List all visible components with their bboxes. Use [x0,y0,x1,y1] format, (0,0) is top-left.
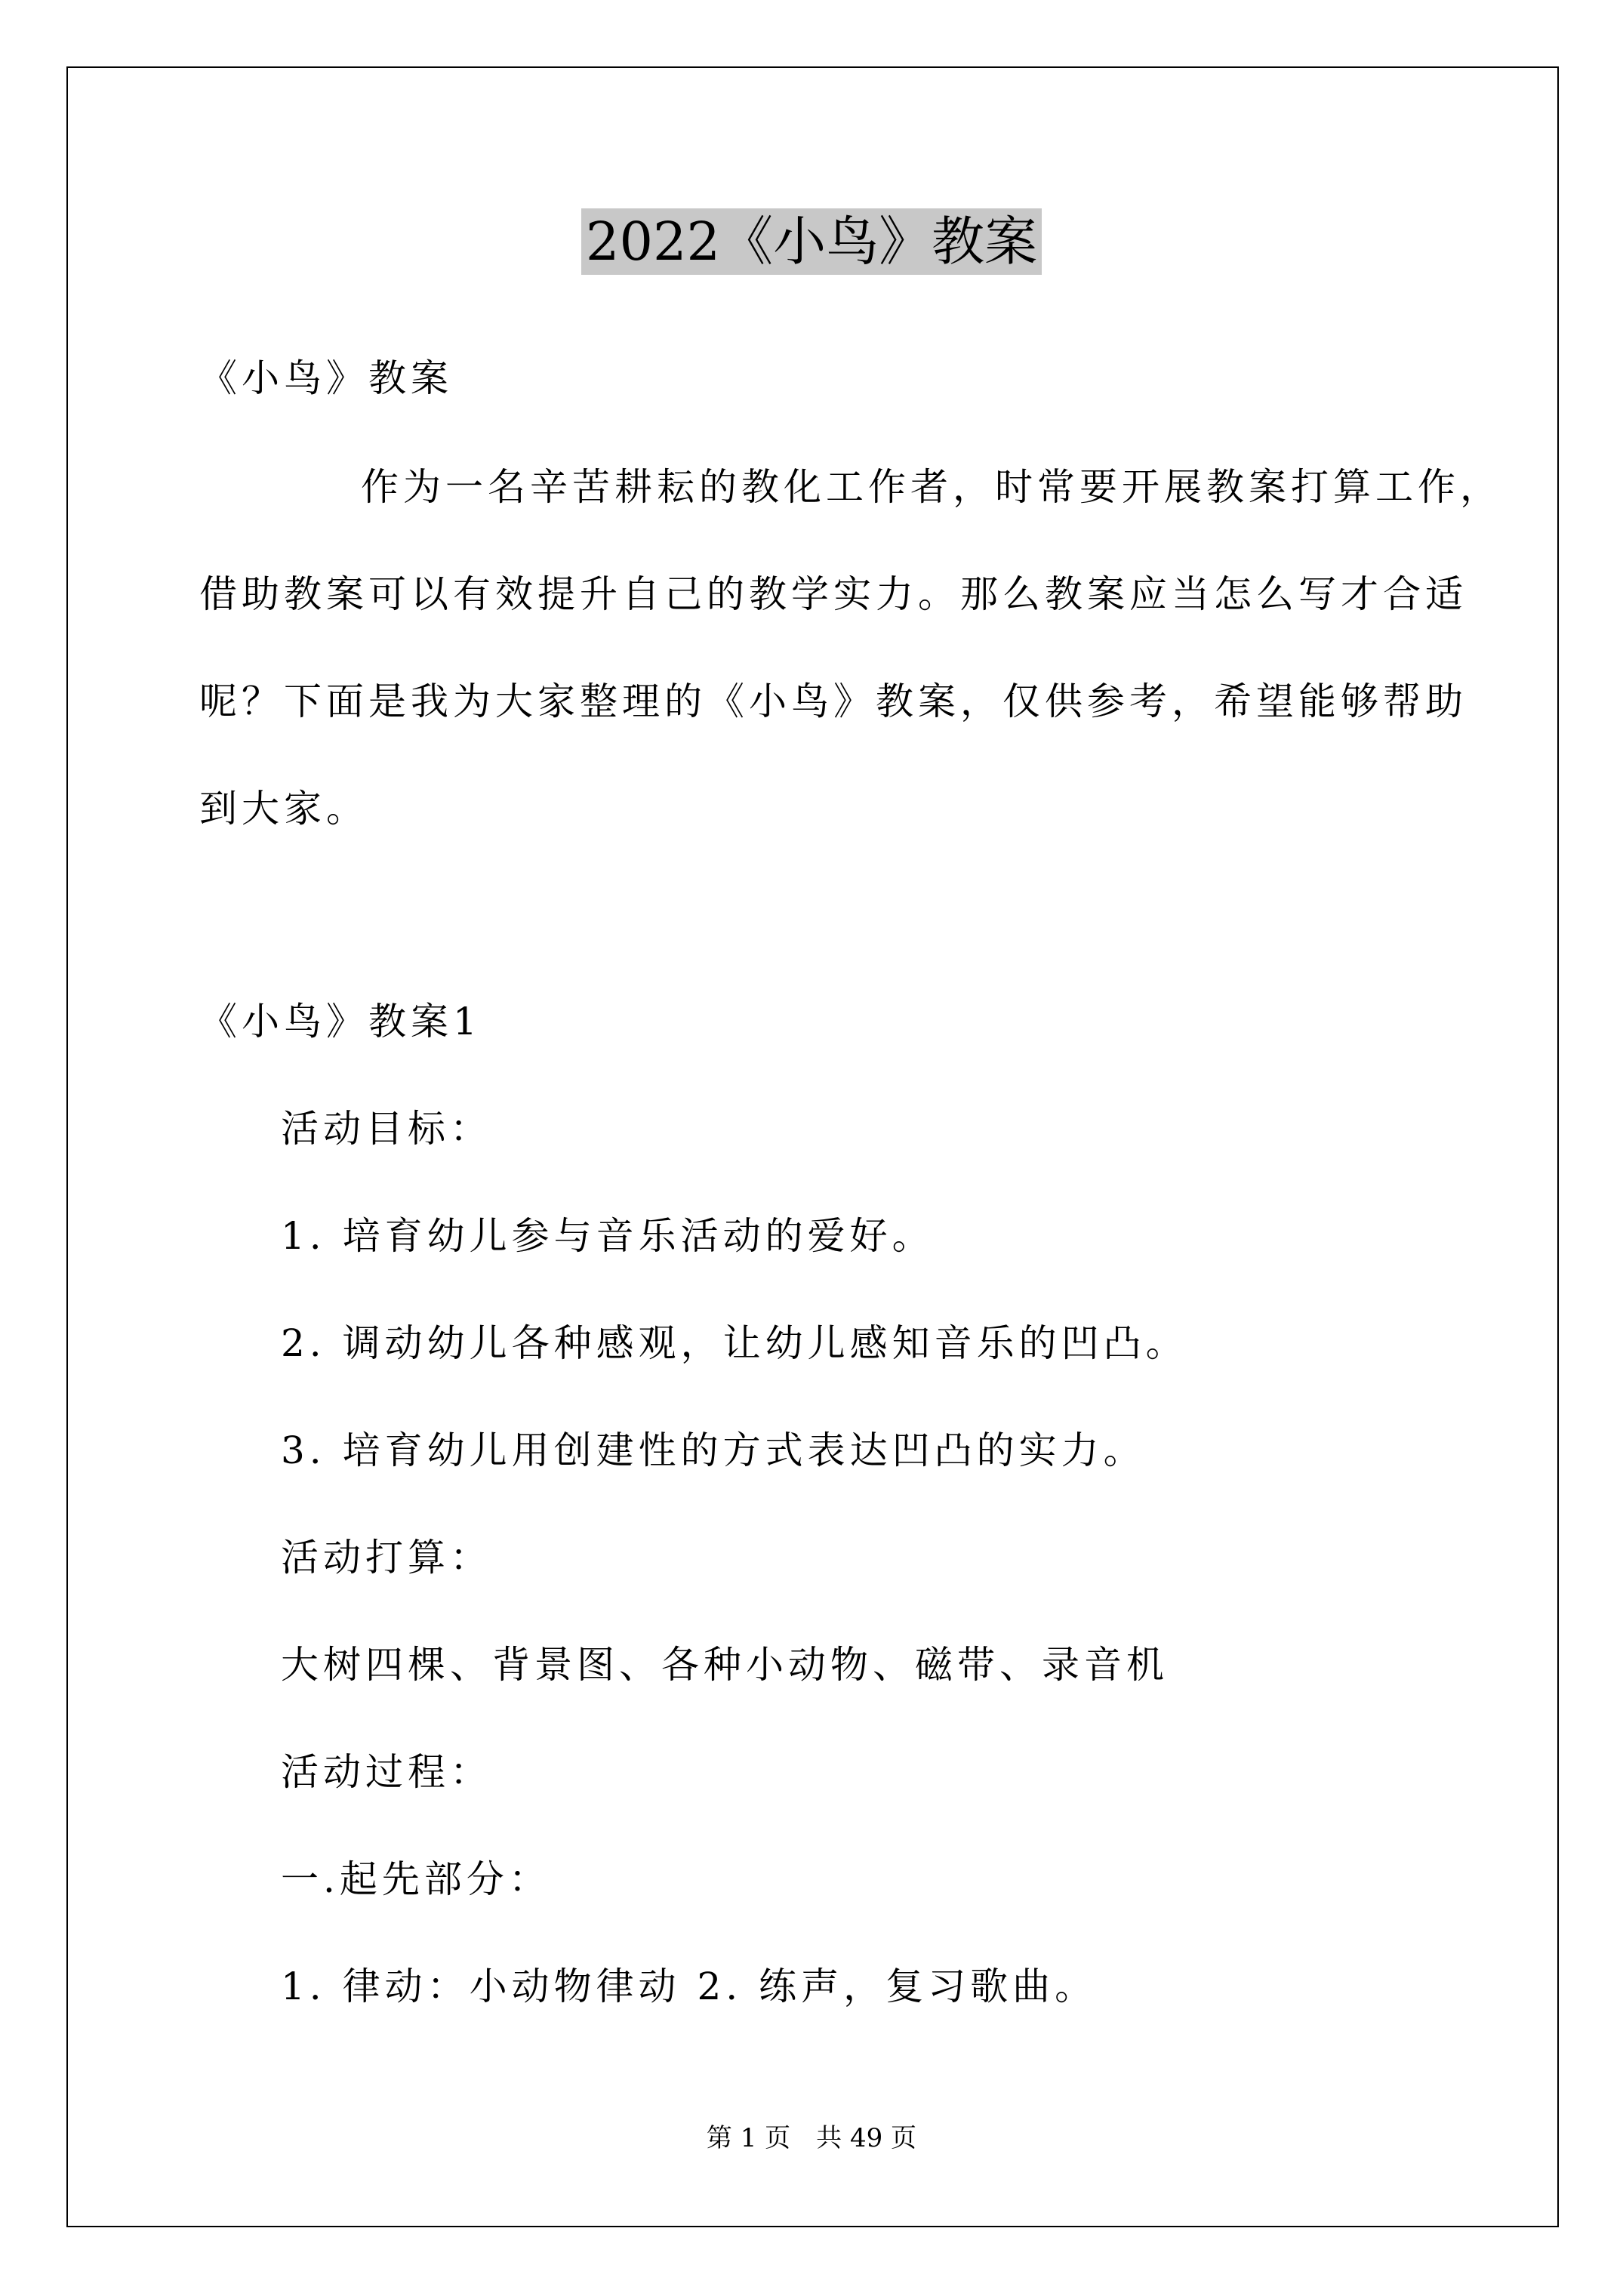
goal-item: 1. 培育幼儿参与音乐活动的爱好。 [281,1214,935,1258]
title-wrap [0,208,1623,275]
intro-line-3: 呢？下面是我为大家整理的《小鸟》教案，仅供参考，希望能够帮助 [199,680,1467,723]
intro-line-1: 作为一名辛苦耕耘的教化工作者，时常要开展教案打算工作， [361,465,1502,509]
step-line: 1. 律动：小动物律动 2. 练声，复习歌曲。 [281,1965,1098,2008]
goal-item: 3. 培育幼儿用创建性的方式表达凹凸的实力。 [281,1428,1146,1472]
intro-line-4: 到大家。 [199,787,368,831]
goal-item: 2. 调动幼儿各种感观，让幼儿感知音乐的凹凸。 [281,1321,1188,1365]
step-heading: 一.起先部分： [281,1857,551,1901]
page-footer: 第 1 页 共 49 页 [706,2123,917,2153]
document-subtitle: 《小鸟》教案 [199,356,453,400]
process-heading: 活动过程： [281,1750,492,1794]
document-title: 2022《小鸟》教案 [581,208,1042,275]
goals-heading: 活动目标： [281,1107,492,1151]
prep-heading: 活动打算： [281,1536,492,1579]
section-heading: 《小鸟》教案1 [199,1000,482,1043]
intro-line-2: 借助教案可以有效提升自己的教学实力。那么教案应当怎么写才合适 [199,572,1467,616]
prep-items: 大树四棵、背景图、各种小动物、磁带、录音机 [281,1643,1169,1687]
